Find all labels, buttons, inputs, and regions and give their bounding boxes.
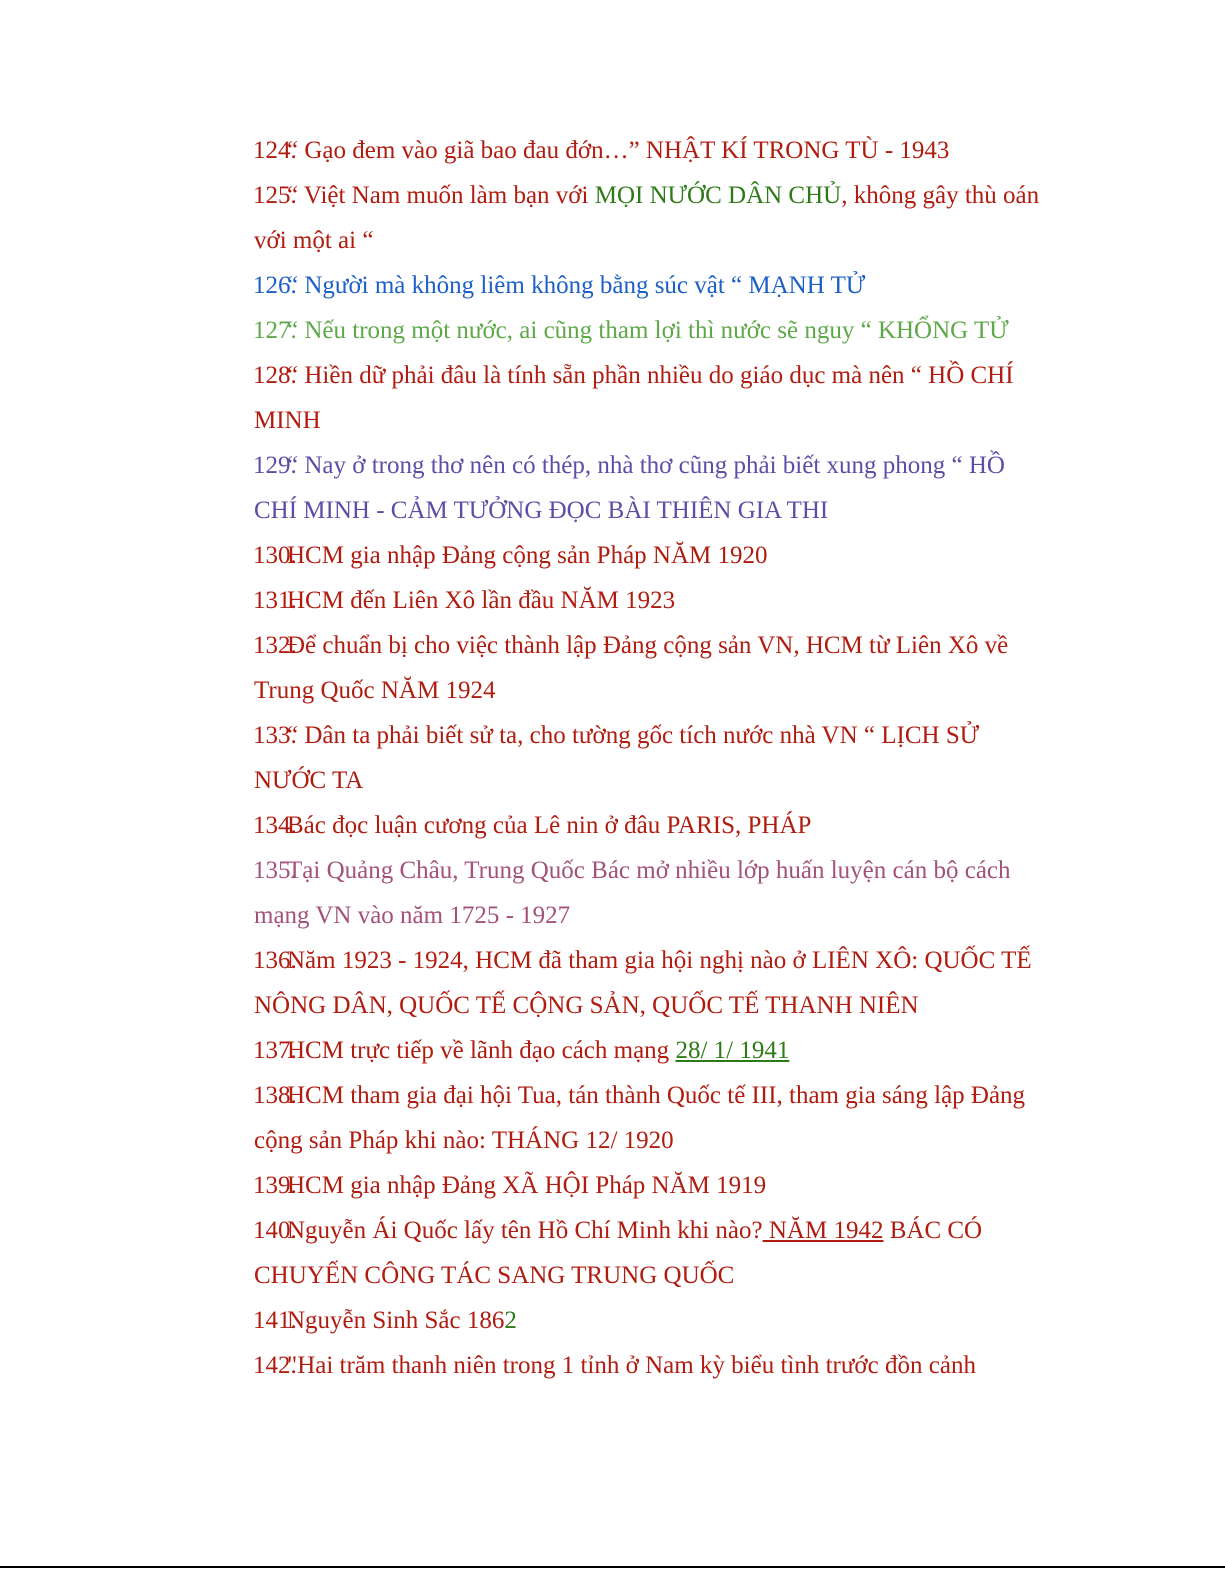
list-item: [220, 353, 1050, 443]
item-number: 142.: [253, 1352, 297, 1379]
numbered-list: [220, 128, 1050, 1388]
text-segment: “ Gạo đem vào giã bao đau đớn…” NHẬT KÍ TRONG TÙ - 1943: [287, 137, 950, 164]
list-item: [220, 263, 1050, 308]
item-number: 129.: [253, 452, 297, 479]
list-item: [220, 623, 1050, 713]
item-text: [254, 722, 979, 794]
text-segment: 2: [504, 1307, 517, 1334]
list-item: [220, 1343, 1050, 1388]
list-item: [220, 1208, 1050, 1298]
item-text: [287, 812, 811, 839]
item-text: [287, 317, 1009, 344]
text-segment: HCM gia nhập Đảng XÃ HỘI Pháp NĂM 1919: [287, 1172, 767, 1199]
list-item: [220, 1028, 1050, 1073]
list-item: [220, 443, 1050, 533]
item-number: 134.: [253, 812, 297, 839]
list-item: [220, 308, 1050, 353]
page-bottom-divider: [0, 1566, 1225, 1568]
item-text: [254, 1082, 1025, 1154]
text-segment: Nguyễn Sinh Sắc 186: [287, 1307, 505, 1334]
item-number: 131.: [253, 587, 297, 614]
list-item: [220, 578, 1050, 623]
text-segment: “ Người mà không liêm không bằng súc vật “ MẠNH TỬ: [287, 272, 866, 299]
list-item: [220, 173, 1050, 263]
item-number: 128.: [253, 362, 297, 389]
item-number: 126.: [253, 272, 297, 299]
item-text: [287, 1037, 789, 1064]
underlined-text: NĂM 1942: [762, 1217, 884, 1244]
item-text: [254, 632, 1008, 704]
item-text: [287, 542, 768, 569]
list-item: [220, 1073, 1050, 1163]
text-segment: HCM trực tiếp về lãnh đạo cách mạng: [287, 1037, 676, 1064]
item-number: 137.: [253, 1037, 297, 1064]
text-segment: Tại Quảng Châu, Trung Quốc Bác mở nhiều lớp huấn luyện cán bộ cách mạng VN vào năm 1725 - 1927: [254, 857, 1011, 929]
item-number: 141.: [253, 1307, 297, 1334]
text-segment: “ Hiền dữ phải đâu là tính sẵn phần nhiều do giáo dục mà nên “ HỒ CHÍ MINH: [254, 362, 1014, 434]
item-number: 125.: [253, 182, 297, 209]
list-item: [220, 848, 1050, 938]
text-segment: HCM gia nhập Đảng cộng sản Pháp NĂM 1920: [287, 542, 768, 569]
item-number: 136.: [253, 947, 297, 974]
item-number: 139.: [253, 1172, 297, 1199]
list-item: [220, 128, 1050, 173]
item-text: [254, 1217, 982, 1289]
item-number: 130.: [253, 542, 297, 569]
text-segment: “ Nếu trong một nước, ai cũng tham lợi thì nước sẽ nguy “ KHỔNG TỬ: [287, 317, 1009, 344]
text-segment: Bác đọc luận cương của Lê nin ở đâu PARIS, PHÁP: [287, 812, 812, 839]
item-text: [254, 362, 1014, 434]
text-segment: Năm 1923 - 1924, HCM đã tham gia hội nghị nào ở LIÊN XÔ: QUỐC TẾ NÔNG DÂN, QUỐC TẾ CỘNG SẢN, QUỐC TẾ THANH NIÊN: [254, 947, 1032, 1019]
text-segment: “ Dân ta phải biết sử ta, cho tường gốc tích nước nhà VN “ LỊCH SỬ NƯỚC TA: [254, 722, 980, 794]
text-segment: "Hai trăm thanh niên trong 1 tỉnh ở Nam kỳ biểu tình trước đồn cảnh: [287, 1352, 976, 1379]
item-text: [287, 137, 949, 164]
item-number: 124.: [253, 137, 297, 164]
item-number: 135.: [253, 857, 297, 884]
item-text: [287, 1172, 766, 1199]
item-number: 138.: [253, 1082, 297, 1109]
text-segment: Nguyễn Ái Quốc lấy tên Hồ Chí Minh khi nào?: [287, 1217, 763, 1244]
item-text: [254, 857, 1011, 929]
list-item: [220, 938, 1050, 1028]
list-item: [220, 533, 1050, 578]
list-item: [220, 713, 1050, 803]
text-segment: BÁC CÓ CHUYẾN CÔNG TÁC SANG TRUNG QUỐC: [254, 1217, 983, 1289]
text-segment: MỌI NƯỚC DÂN CHỦ: [594, 182, 842, 209]
item-text: [287, 1307, 517, 1334]
item-text: [254, 452, 1005, 524]
item-text: [287, 272, 865, 299]
text-segment: “ Việt Nam muốn làm bạn với: [287, 182, 595, 209]
text-segment: Để chuẩn bị cho việc thành lập Đảng cộng sản VN, HCM từ Liên Xô về Trung Quốc NĂM 1924: [254, 632, 1009, 704]
text-segment: , không gây thù oán với một ai “: [254, 182, 1040, 254]
item-number: 133.: [253, 722, 297, 749]
text-segment: HCM đến Liên Xô lần đầu NĂM 1923: [287, 587, 676, 614]
item-text: [287, 587, 675, 614]
item-number: 140.: [253, 1217, 297, 1244]
item-text: [254, 182, 1039, 254]
text-segment: HCM tham gia đại hội Tua, tán thành Quốc tế III, tham gia sáng lập Đảng cộng sản Pháp khi nào: THÁNG 12/ 1920: [254, 1082, 1026, 1154]
list-item: [220, 1298, 1050, 1343]
underlined-text: 28/ 1/ 1941: [675, 1037, 790, 1064]
list-item: [220, 1163, 1050, 1208]
item-number: 127.: [253, 317, 297, 344]
item-text: [287, 1352, 976, 1379]
item-number: 132.: [253, 632, 297, 659]
item-text: [254, 947, 1032, 1019]
text-segment: “ Nay ở trong thơ nên có thép, nhà thơ cũng phải biết xung phong “ HỒ CHÍ MINH - CẢM TƯỞNG ĐỌC BÀI THIÊN GIA THI: [254, 452, 1005, 524]
list-item: [220, 803, 1050, 848]
